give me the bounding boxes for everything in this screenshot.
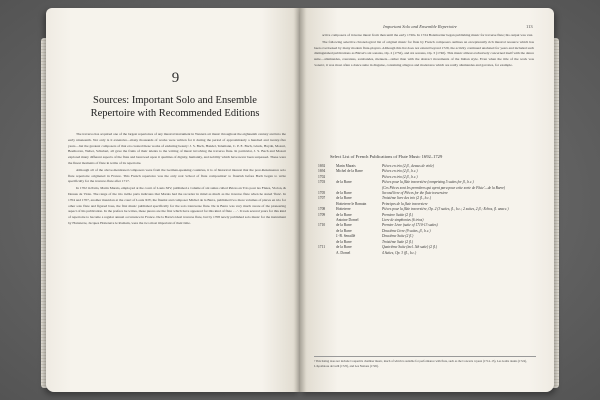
right-paragraph-1: active composers of traverse music from then until the early 1720s. In 1724 Boismortier began publishing music for traverse flute; his output was vast. (322, 33, 534, 37)
chapter-title (62, 94, 288, 120)
publication-title: 4 Suites, Op. 3 (fl., b.c.) (382, 250, 417, 255)
footnote: ¹ This listing does not include Couperin's chamber music, much of which is suitable for performance with flute, such as the Concerts royaux (1714–15), Les Goûts réunis (1724), L'Apothéose de Lulli (1725), and Les Nations (1726). (314, 356, 536, 368)
publication-row (318, 251, 538, 256)
publication-composer: Marin Marais (336, 164, 356, 168)
publication-title: Quatrième Suite (incl. 5th suite) (2 fl.) (382, 245, 438, 250)
publication-title: Second livre of Pièces for the flute traversiere (382, 191, 448, 196)
publication-title: Troisième livre des trio (2 fl., b.c.) (382, 196, 432, 201)
publication-year: 1705 (318, 191, 326, 196)
chapter-number: 9 (171, 70, 181, 86)
publication-list (318, 164, 538, 256)
publication-composer: de la Barre (336, 212, 352, 217)
left-paragraph-1: The traverso has acquired one of the largest repertoires of any musical instrument in Western art music throughout the eighteenth century and into the early nineteenth. Not only is it extensive—many thousands of works were written for it during the period of approximately a hundred and twenty-five years—but the greatest composers of that era created these works of enduring beauty: J. S. Bach, Handel, Telemann, C. P. E. Bach, Gluck, Haydn, Mozart, Beethoven, Weber, Schubert, all gave the fruits of their talents to the writing of music involving the traverso flute. In particular, J. S. Bach and Mozart explored many different aspects of the flute and bestowed upon it qualities of dignity, humanity, and nobility which have never been surpassed. These were the finest moments of flute in terms of its repertoire. (68, 132, 286, 165)
publication-year: 1710 (318, 223, 326, 228)
publication-year: 1692 (318, 164, 326, 168)
publication-year: 1703 (318, 180, 326, 185)
right-body-text (314, 33, 534, 70)
open-book (46, 8, 554, 392)
publication-composer: de la Barre (336, 223, 352, 228)
publication-title: Livre de simphonies (6 trios) (382, 218, 424, 223)
left-page (46, 8, 300, 392)
publication-title: Principes de la flute traversiere (382, 201, 428, 206)
publication-title: Pièces pour la flûte traversière (comprising 5 suites for fl., b.c.) (382, 180, 474, 185)
left-paragraph-2: Although all of the above-mentioned composers were from the German-speaking countries, it is of historical interest that the post-Renaissance solo flute repertoire originated in France. This French repertoire was the only real 'school of flute composition' to flourish before Bach began to write specifically for the traverso flute after 1717. (68, 167, 286, 184)
publication-composer: de la Barre (336, 245, 352, 250)
publication-year: 1708 (318, 207, 326, 212)
running-head: Important Solo and Ensemble Repertoire (383, 24, 457, 29)
publication-composer: de la Barre (336, 191, 352, 196)
publication-title: Deuxième Suite (2 fl.) (382, 234, 414, 239)
publication-composer: J.-B. Senaillé (336, 234, 356, 239)
publication-title: Troisième Suite (2 fl.) (382, 239, 414, 244)
publication-composer: Hotteterre (336, 207, 351, 212)
publication-composer: de la Barre (336, 228, 352, 233)
publication-year (318, 251, 336, 256)
publication-composer: Hotteterre le Romain (336, 201, 367, 206)
publication-year: 1707 (318, 196, 326, 201)
publication-year: 1711 (318, 245, 326, 250)
publication-composer: de la Barre (336, 239, 352, 244)
left-paragraph-3: In 1702 in Paris, Marin Marais, employed at the court of Louis XIV, published a volume of six suites called Pièces en Trio pour les Flutes, Violon, & Dessus de Viole. The range of the trio treble parts indicates that Marais had the recorder in mind as much as the traverso flute when he stated 'flute'. In 1704 and 1707, another musician at the court of Louis XIV, the flautist and composer Michel de la Barre, published two more volumes of pièces en trio for other solo flute and figured bass, the first music published specifically for the solo transverse flute. De la Barre was very much aware of the pioneering aspect of his publication. In the preface he writes, these pieces are the first which have appeared for this kind of flute . . .'. It took several years for this kind of repertoire to become a regular annual occurrence in France. De la Barre's ideal traverse flute, but by 1708 newly published solo music for the instrument by Hotteterre, Jacques Hotteterre le Romain, were the two most important of their time. (68, 186, 286, 225)
publication-composer: Michel de la Barre (336, 169, 363, 174)
publication-composer: de la Barre (336, 196, 352, 201)
chapter-title-line-1: Sources: Important Solo and Ensemble (93, 95, 257, 106)
publication-title: (Ces Pièces sont les premières qui ayent paru pour cette sorte de Flute'—de la Barre) (382, 185, 506, 190)
publication-title: Pièces en trio (2 fl., b.c.) (382, 174, 418, 179)
publication-title: Pièces en trio (2 fl., b.c.) (382, 169, 418, 174)
publication-title: Pièces en trio (2 fl., dessus de viole) (382, 164, 434, 168)
page-number: 113 (526, 24, 533, 29)
publication-composer: Antoine Dornel (336, 218, 359, 223)
right-paragraph-2: The following selective chronological list of original music for flute by French composers outlines an exceptionally rich musical resource which has been overlooked by many modern flute-players. Although this list does not extend beyond 1729, the activity continued unabated for years and included such distinguished publications as Blavet's six sonatas, Op. 2 (1732), and six sonatas, Op. 3 (1740). This music almost exclusively concerned itself with the dance suite—allemandes, courantes, sarabandes, menuets—rather than with the abstract movements of the Italian style. Even when the title of the work was 'sonata', it was most often a dance suite in disguise, containing allegros and moderatos which are really allemandes and gavottes, for example. (314, 39, 534, 67)
book-gutter (294, 8, 306, 392)
publication-year: 1694 (318, 169, 326, 174)
publication-year: 1709 (318, 212, 326, 217)
publication-title: Premiere Suitte (2 fl.) (382, 212, 414, 217)
chapter-title-line-2: Repertoire with Recommended Editions (90, 108, 260, 119)
right-page (300, 8, 554, 392)
publication-title: Pièces pour la flûte traversière, Op. 2 (3 suites, fl., b.c.; 2 suites, 2 fl.; Echos, fl. unacc.) (382, 207, 509, 212)
publication-composer: A. Dornel (336, 250, 351, 255)
publication-title: Deuxième Livre (9 suites, fl., b.c.) (382, 228, 431, 233)
publication-list-heading: Select List of French Publications of Flute Music 1692–1729 (330, 154, 443, 159)
publication-year: 1702 (318, 174, 326, 179)
publication-title: Premier Livre (suite of 1710-13 suites) (382, 223, 438, 228)
publication-composer: de la Barre (336, 180, 352, 185)
left-body-text (68, 132, 286, 228)
